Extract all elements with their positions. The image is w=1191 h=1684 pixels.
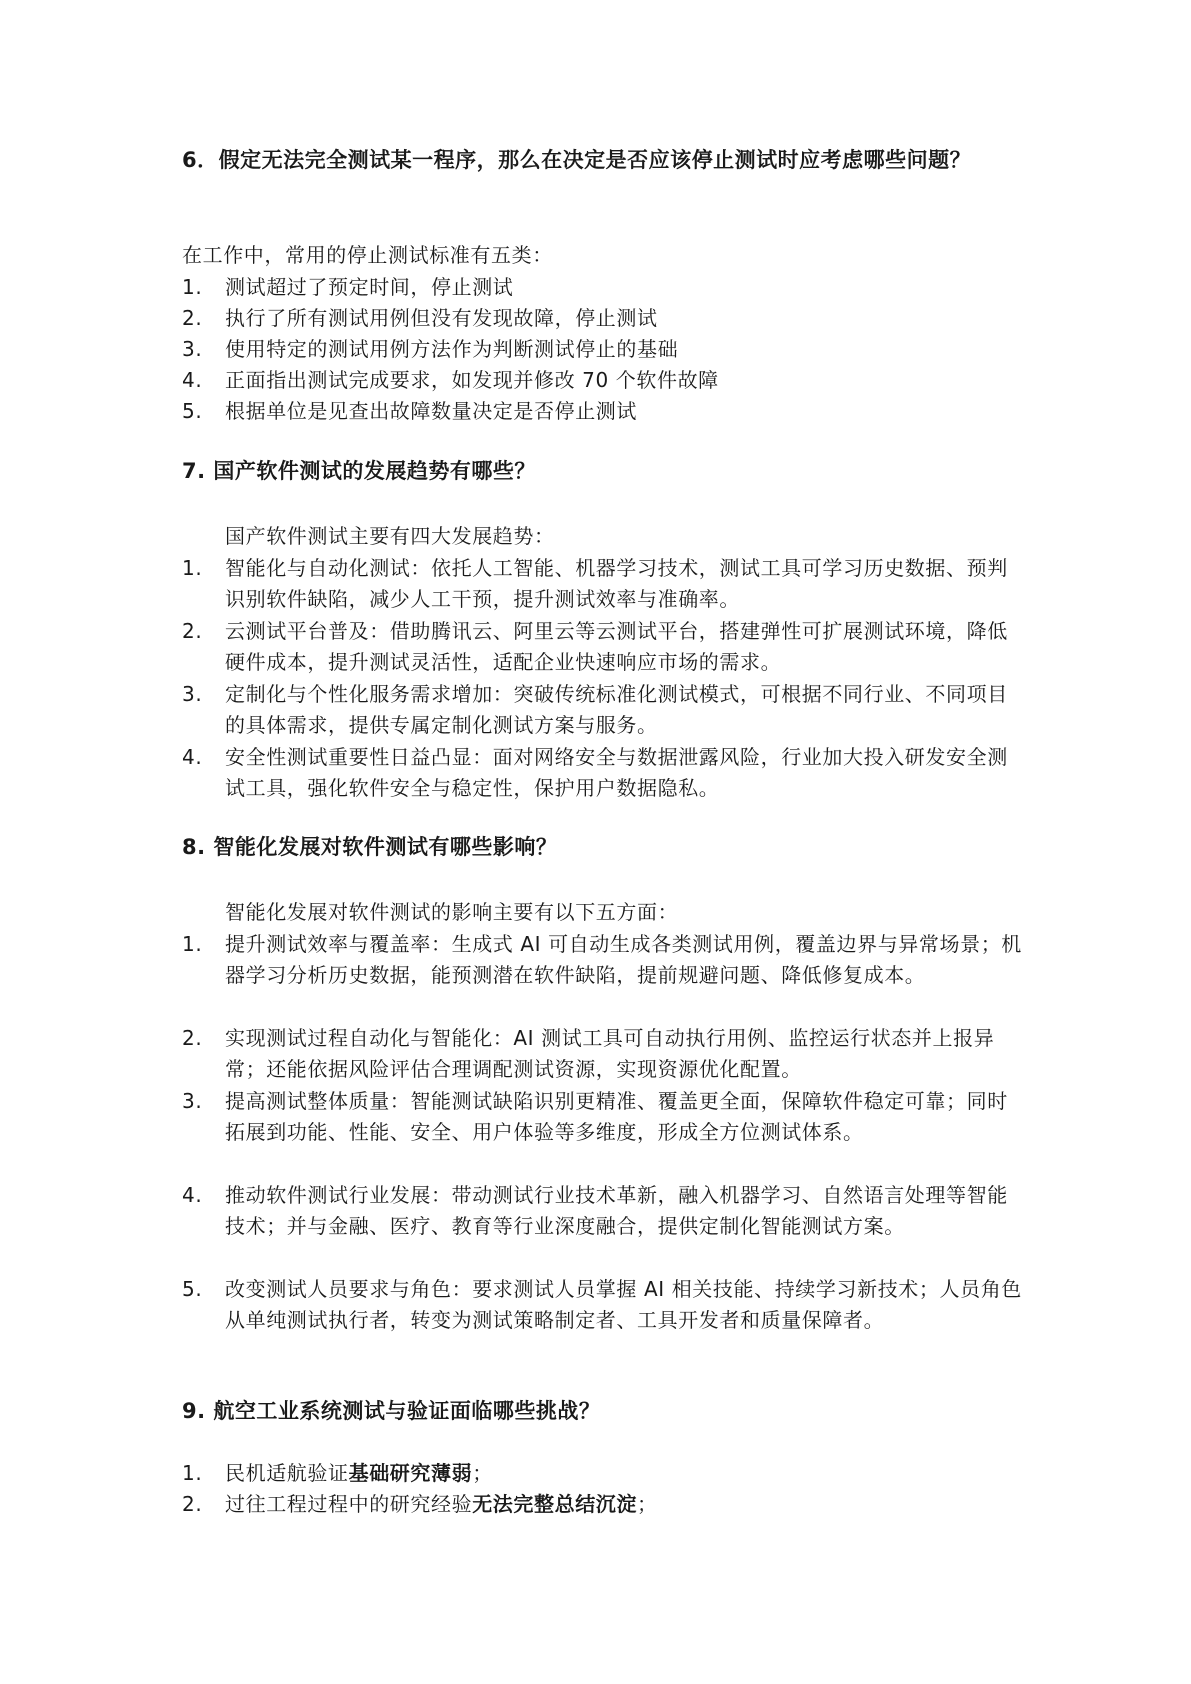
list-item (182, 1274, 1022, 1336)
list-item (182, 303, 1022, 334)
list-item-number: 4. (182, 745, 203, 769)
list-item-number: 2. (182, 306, 203, 330)
list-item-number: 3. (182, 337, 203, 361)
list-item (182, 365, 1022, 396)
list-item-number: 5. (182, 1277, 203, 1301)
list-item-text: 根据单位是见查出故障数量决定是否停止测试 (225, 399, 637, 423)
list-item-number: 5. (182, 399, 203, 423)
list-item-text: 执行了所有测试用例但没有发现故障，停止测试 (225, 306, 658, 330)
list-item (182, 1086, 1022, 1148)
list-item-text: 实现测试过程自动化与智能化：AI 测试工具可自动执行用例、监控运行状态并上报异常；还能依据风险评估合理调配测试资源，实现资源优化配置。 (225, 1026, 995, 1082)
section-heading-q6: 6．假定无法完全测试某一程序，那么在决定是否应该停止测试时应考虑哪些问题？ (182, 148, 972, 172)
list-item-number: 2. (182, 1026, 203, 1050)
list-item-number: 4. (182, 1183, 203, 1207)
section-intro-q6: 在工作中，常用的停止测试标准有五类： (182, 243, 553, 267)
list-item-number: 2. (182, 1492, 203, 1516)
section-intro-q8: 智能化发展对软件测试的影响主要有以下五方面： (225, 900, 679, 924)
list-item-text: 推动软件测试行业发展：带动测试行业技术革新，融入机器学习、自然语言处理等智能技术；并与金融、医疗、教育等行业深度融合，提供定制化智能测试方案。 (225, 1183, 1008, 1239)
list-item (182, 1180, 1022, 1242)
list-item-number: 2. (182, 619, 203, 643)
list-item-text: 智能化与自动化测试：依托人工智能、机器学习技术，测试工具可学习历史数据、预判识别软件缺陷，减少人工干预，提升测试效率与准确率。 (225, 556, 1008, 612)
section-heading-q7: 7. 国产软件测试的发展趋势有哪些？ (182, 459, 536, 483)
list-item (182, 929, 1022, 991)
list-item-text: 定制化与个性化服务需求增加：突破传统标准化测试模式，可根据不同行业、不同项目的具体需求，提供专属定制化测试方案与服务。 (225, 682, 1008, 738)
list-item (182, 679, 1022, 741)
list-item-text: 提升测试效率与覆盖率：生成式 AI 可自动生成各类测试用例，覆盖边界与异常场景；机器学习分析历史数据，能预测潜在软件缺陷，提前规避问题、降低修复成本。 (225, 932, 1022, 988)
list-item-number: 3. (182, 682, 203, 706)
list-item-text: 正面指出测试完成要求，如发现并修改 70 个软件故障 (225, 368, 719, 392)
list-item-text (225, 1458, 1022, 1489)
section-heading-q8: 8. 智能化发展对软件测试有哪些影响？ (182, 835, 558, 859)
list-item-text-emphasis: 基础研究薄弱 (348, 1461, 473, 1485)
list-item (182, 616, 1022, 678)
list-item (182, 553, 1022, 615)
list-item (182, 1023, 1022, 1085)
section-intro-q7: 国产软件测试主要有四大发展趋势： (225, 524, 555, 548)
list-item-text-punct: ； (637, 1492, 658, 1516)
list-item-text: 使用特定的测试用例方法作为判断测试停止的基础 (225, 337, 679, 361)
list-item-text: 提高测试整体质量：智能测试缺陷识别更精准、覆盖更全面，保障软件稳定可靠；同时拓展到功能、性能、安全、用户体验等多维度，形成全方位测试体系。 (225, 1089, 1008, 1145)
list-item-number: 1. (182, 932, 203, 956)
list-item (182, 396, 1022, 427)
list-item-number: 3. (182, 1089, 203, 1113)
list-item-text (225, 1489, 1022, 1520)
list-item-number: 4. (182, 368, 203, 392)
list-item (182, 1489, 1022, 1520)
section-heading-q9: 9. 航空工业系统测试与验证面临哪些挑战？ (182, 1399, 601, 1423)
list-item-text-plain: 过往工程过程中的研究经验 (225, 1492, 473, 1516)
list-item-text: 测试超过了预定时间，停止测试 (225, 275, 514, 299)
list-item (182, 334, 1022, 365)
list-item-text: 改变测试人员要求与角色：要求测试人员掌握 AI 相关技能、持续学习新技术；人员角色从单纯测试执行者，转变为测试策略制定者、工具开发者和质量保障者。 (225, 1277, 1022, 1333)
list-item-text-plain: 民机适航验证 (225, 1461, 349, 1485)
list-item-text-emphasis: 无法完整总结沉淀 (472, 1492, 638, 1516)
list-item (182, 742, 1022, 804)
list-item-number: 1. (182, 556, 203, 580)
list-item-number: 1. (182, 1461, 203, 1485)
list-item-text-punct: ； (472, 1461, 493, 1485)
list-item-text: 云测试平台普及：借助腾讯云、阿里云等云测试平台，搭建弹性可扩展测试环境，降低硬件成本，提升测试灵活性，适配企业快速响应市场的需求。 (225, 619, 1008, 675)
list-item-number: 1. (182, 275, 203, 299)
list-item-text: 安全性测试重要性日益凸显：面对网络安全与数据泄露风险，行业加大投入研发安全测试工具，强化软件安全与稳定性，保护用户数据隐私。 (225, 745, 1008, 801)
list-item (182, 272, 1022, 303)
list-item (182, 1458, 1022, 1489)
